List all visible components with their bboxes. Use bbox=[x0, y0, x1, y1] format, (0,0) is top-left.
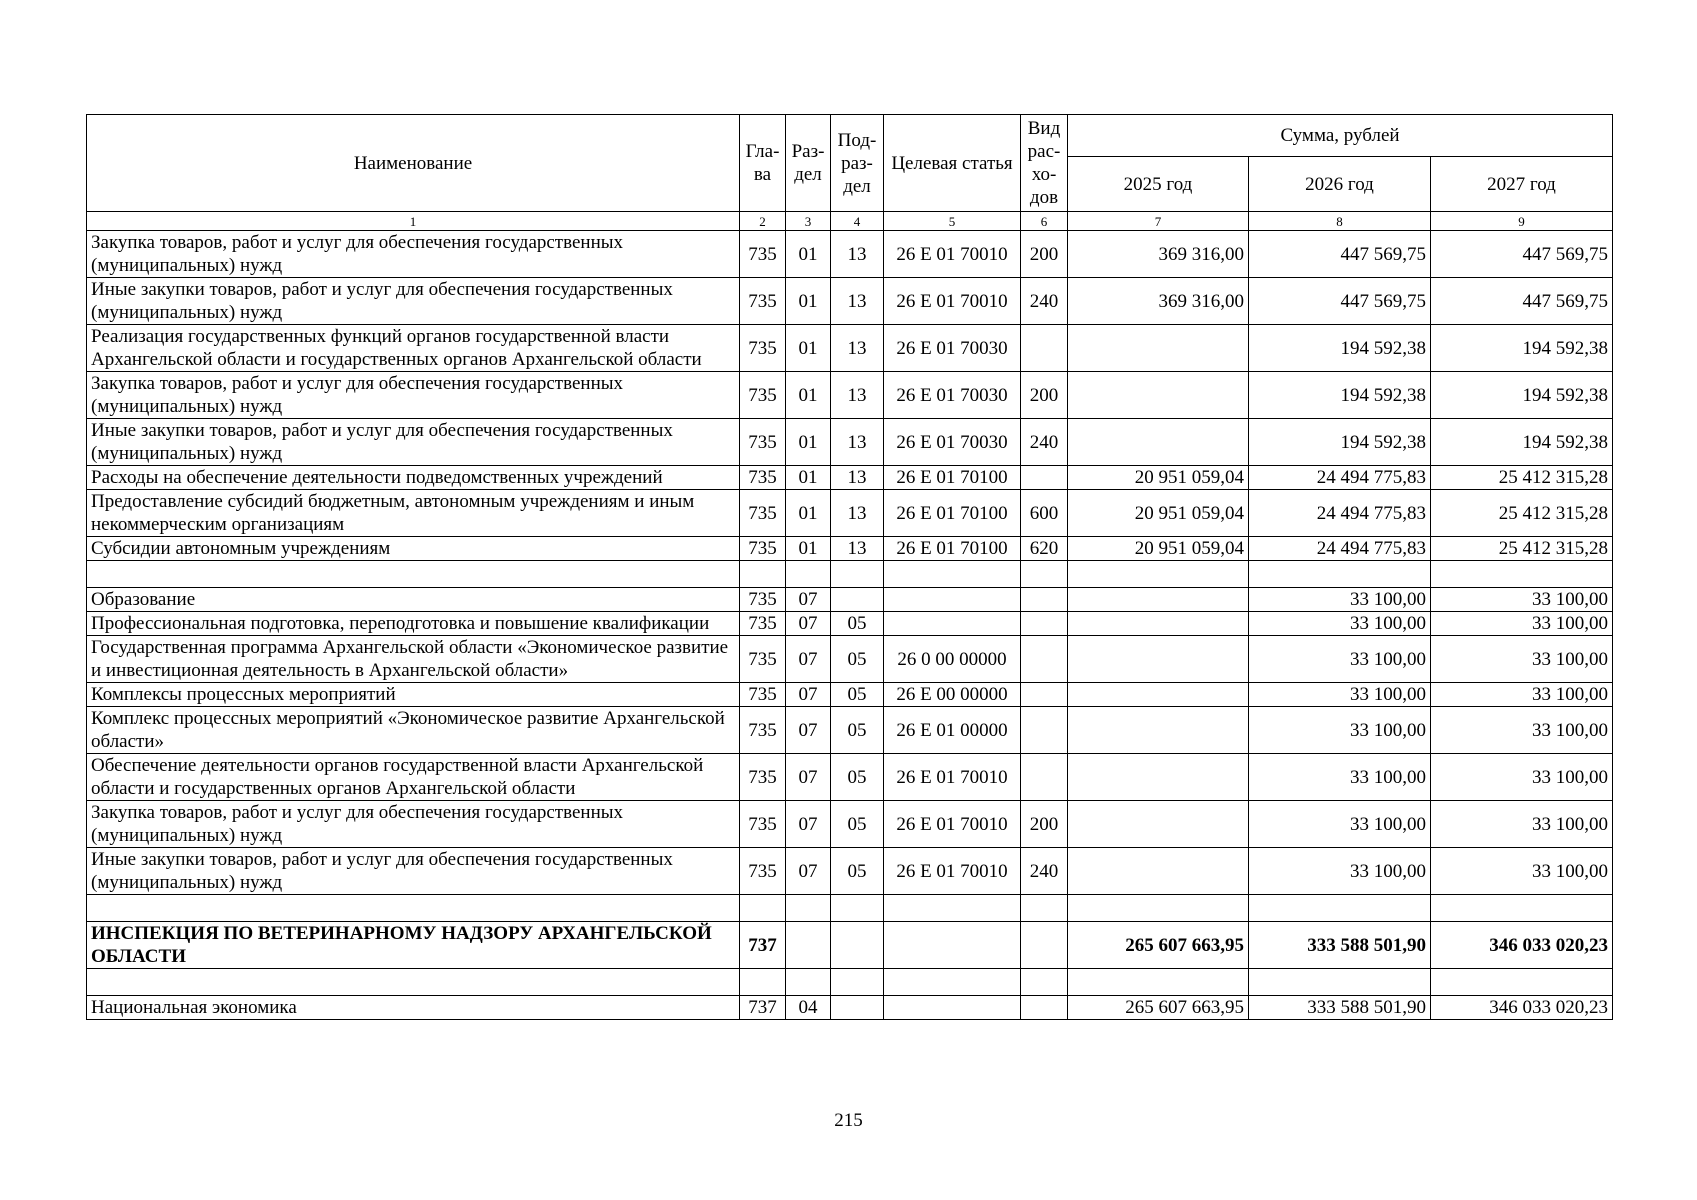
table-row bbox=[87, 490, 1613, 537]
row-vid-rashodov: 200 bbox=[1021, 372, 1068, 419]
row-tselevaya-statya: 26 Е 01 70030 bbox=[884, 372, 1021, 419]
row-amount-2025: 369 316,00 bbox=[1068, 231, 1249, 278]
row-tselevaya-statya bbox=[884, 922, 1021, 969]
row-amount-2026: 33 100,00 bbox=[1249, 801, 1431, 848]
row-glava bbox=[740, 561, 786, 588]
row-amount-2025: 20 951 059,04 bbox=[1068, 466, 1249, 490]
row-vid-rashodov bbox=[1021, 466, 1068, 490]
table-row bbox=[87, 372, 1613, 419]
row-glava: 735 bbox=[740, 231, 786, 278]
row-amount-2025 bbox=[1068, 612, 1249, 636]
row-podrazdel: 05 bbox=[831, 636, 884, 683]
row-tselevaya-statya: 26 Е 01 70100 bbox=[884, 466, 1021, 490]
row-podrazdel: 13 bbox=[831, 490, 884, 537]
row-razdel bbox=[786, 969, 831, 996]
row-name: Профессиональная подготовка, переподготовка и повышение квалификации bbox=[87, 612, 740, 636]
row-podrazdel: 13 bbox=[831, 537, 884, 561]
header-vid-rashodov: Вид рас-хо-дов bbox=[1021, 115, 1068, 212]
row-tselevaya-statya bbox=[884, 612, 1021, 636]
table-row bbox=[87, 419, 1613, 466]
row-razdel: 01 bbox=[786, 372, 831, 419]
row-glava: 737 bbox=[740, 996, 786, 1020]
table-row bbox=[87, 754, 1613, 801]
row-tselevaya-statya bbox=[884, 895, 1021, 922]
row-name: Национальная экономика bbox=[87, 996, 740, 1020]
row-razdel: 07 bbox=[786, 707, 831, 754]
row-amount-2025 bbox=[1068, 561, 1249, 588]
row-podrazdel: 13 bbox=[831, 325, 884, 372]
row-name: Реализация государственных функций органов государственной власти Архангельской области и государственных органов Архангельской области bbox=[87, 325, 740, 372]
row-vid-rashodov bbox=[1021, 922, 1068, 969]
table-row bbox=[87, 996, 1613, 1020]
row-amount-2027 bbox=[1431, 895, 1613, 922]
table-row bbox=[87, 636, 1613, 683]
row-vid-rashodov bbox=[1021, 325, 1068, 372]
row-name: Комплекс процессных мероприятий «Экономическое развитие Архангельской области» bbox=[87, 707, 740, 754]
header-razdel: Раз-дел bbox=[786, 115, 831, 212]
row-razdel: 01 bbox=[786, 325, 831, 372]
row-name: Субсидии автономным учреждениям bbox=[87, 537, 740, 561]
blank-row bbox=[87, 895, 1613, 922]
row-amount-2027: 33 100,00 bbox=[1431, 588, 1613, 612]
row-tselevaya-statya: 26 Е 01 70010 bbox=[884, 231, 1021, 278]
row-amount-2025 bbox=[1068, 801, 1249, 848]
row-amount-2026: 333 588 501,90 bbox=[1249, 996, 1431, 1020]
row-amount-2026 bbox=[1249, 969, 1431, 996]
row-glava: 735 bbox=[740, 466, 786, 490]
row-podrazdel bbox=[831, 996, 884, 1020]
row-vid-rashodov: 620 bbox=[1021, 537, 1068, 561]
row-name: ИНСПЕКЦИЯ ПО ВЕТЕРИНАРНОМУ НАДЗОРУ АРХАНГЕЛЬСКОЙ ОБЛАСТИ bbox=[87, 922, 740, 969]
row-glava: 735 bbox=[740, 325, 786, 372]
table-body bbox=[87, 231, 1613, 1020]
table-row bbox=[87, 801, 1613, 848]
column-number-row bbox=[87, 212, 1613, 231]
row-razdel: 04 bbox=[786, 996, 831, 1020]
table-row bbox=[87, 278, 1613, 325]
row-amount-2027 bbox=[1431, 969, 1613, 996]
row-vid-rashodov bbox=[1021, 561, 1068, 588]
row-vid-rashodov: 240 bbox=[1021, 419, 1068, 466]
row-podrazdel bbox=[831, 895, 884, 922]
row-amount-2027: 447 569,75 bbox=[1431, 278, 1613, 325]
row-podrazdel: 05 bbox=[831, 707, 884, 754]
row-vid-rashodov: 240 bbox=[1021, 278, 1068, 325]
column-number: 7 bbox=[1068, 212, 1249, 231]
row-amount-2027: 447 569,75 bbox=[1431, 231, 1613, 278]
row-amount-2025 bbox=[1068, 683, 1249, 707]
table-row bbox=[87, 612, 1613, 636]
row-razdel bbox=[786, 561, 831, 588]
header-glava: Гла-ва bbox=[740, 115, 786, 212]
row-tselevaya-statya: 26 Е 01 70010 bbox=[884, 278, 1021, 325]
row-amount-2026: 33 100,00 bbox=[1249, 612, 1431, 636]
row-name: Иные закупки товаров, работ и услуг для обеспечения государственных (муниципальных) нужд bbox=[87, 278, 740, 325]
row-amount-2026: 33 100,00 bbox=[1249, 588, 1431, 612]
row-amount-2026 bbox=[1249, 895, 1431, 922]
row-tselevaya-statya: 26 Е 01 70010 bbox=[884, 848, 1021, 895]
row-amount-2025: 20 951 059,04 bbox=[1068, 537, 1249, 561]
row-amount-2025 bbox=[1068, 419, 1249, 466]
row-glava: 735 bbox=[740, 754, 786, 801]
column-number: 6 bbox=[1021, 212, 1068, 231]
row-tselevaya-statya bbox=[884, 996, 1021, 1020]
row-glava: 735 bbox=[740, 278, 786, 325]
row-podrazdel: 05 bbox=[831, 683, 884, 707]
row-name: Обеспечение деятельности органов государственной власти Архангельской области и государственных органов Архангельской области bbox=[87, 754, 740, 801]
row-razdel: 07 bbox=[786, 683, 831, 707]
column-number: 5 bbox=[884, 212, 1021, 231]
row-amount-2025: 265 607 663,95 bbox=[1068, 996, 1249, 1020]
row-amount-2027 bbox=[1431, 561, 1613, 588]
row-vid-rashodov bbox=[1021, 754, 1068, 801]
row-vid-rashodov bbox=[1021, 996, 1068, 1020]
row-amount-2027: 33 100,00 bbox=[1431, 612, 1613, 636]
header-year-2027: 2027 год bbox=[1431, 157, 1613, 212]
row-podrazdel: 13 bbox=[831, 466, 884, 490]
row-tselevaya-statya: 26 Е 01 00000 bbox=[884, 707, 1021, 754]
row-amount-2025: 369 316,00 bbox=[1068, 278, 1249, 325]
header-podrazdel: Под-раз-дел bbox=[831, 115, 884, 212]
row-amount-2027: 33 100,00 bbox=[1431, 848, 1613, 895]
row-amount-2025: 20 951 059,04 bbox=[1068, 490, 1249, 537]
row-podrazdel: 13 bbox=[831, 419, 884, 466]
row-glava: 735 bbox=[740, 801, 786, 848]
table-row bbox=[87, 537, 1613, 561]
row-amount-2026: 24 494 775,83 bbox=[1249, 537, 1431, 561]
page-number: 215 bbox=[834, 1110, 863, 1131]
row-razdel: 01 bbox=[786, 466, 831, 490]
table-row bbox=[87, 325, 1613, 372]
table-header bbox=[87, 115, 1613, 231]
row-razdel: 01 bbox=[786, 278, 831, 325]
row-amount-2025 bbox=[1068, 588, 1249, 612]
row-name bbox=[87, 561, 740, 588]
table-row bbox=[87, 588, 1613, 612]
column-number: 1 bbox=[87, 212, 740, 231]
row-glava: 735 bbox=[740, 419, 786, 466]
row-amount-2025 bbox=[1068, 754, 1249, 801]
row-amount-2027: 25 412 315,28 bbox=[1431, 537, 1613, 561]
row-amount-2025 bbox=[1068, 372, 1249, 419]
row-tselevaya-statya: 26 0 00 00000 bbox=[884, 636, 1021, 683]
row-razdel: 07 bbox=[786, 754, 831, 801]
row-name: Комплексы процессных мероприятий bbox=[87, 683, 740, 707]
row-podrazdel bbox=[831, 561, 884, 588]
row-vid-rashodov bbox=[1021, 969, 1068, 996]
row-glava bbox=[740, 895, 786, 922]
row-razdel: 07 bbox=[786, 848, 831, 895]
row-vid-rashodov bbox=[1021, 636, 1068, 683]
row-tselevaya-statya bbox=[884, 561, 1021, 588]
row-amount-2026: 447 569,75 bbox=[1249, 231, 1431, 278]
row-amount-2026: 447 569,75 bbox=[1249, 278, 1431, 325]
row-name: Образование bbox=[87, 588, 740, 612]
header-year-2026: 2026 год bbox=[1249, 157, 1431, 212]
row-name: Закупка товаров, работ и услуг для обеспечения государственных (муниципальных) нужд bbox=[87, 231, 740, 278]
row-amount-2025 bbox=[1068, 325, 1249, 372]
row-amount-2026: 24 494 775,83 bbox=[1249, 490, 1431, 537]
row-vid-rashodov bbox=[1021, 588, 1068, 612]
column-number: 9 bbox=[1431, 212, 1613, 231]
row-vid-rashodov: 200 bbox=[1021, 231, 1068, 278]
header-name: Наименование bbox=[87, 115, 740, 212]
row-razdel: 01 bbox=[786, 419, 831, 466]
row-razdel bbox=[786, 895, 831, 922]
row-vid-rashodov: 200 bbox=[1021, 801, 1068, 848]
column-number: 8 bbox=[1249, 212, 1431, 231]
row-amount-2025: 265 607 663,95 bbox=[1068, 922, 1249, 969]
row-podrazdel: 13 bbox=[831, 278, 884, 325]
row-glava: 735 bbox=[740, 588, 786, 612]
row-amount-2027: 33 100,00 bbox=[1431, 801, 1613, 848]
row-amount-2025 bbox=[1068, 969, 1249, 996]
row-vid-rashodov: 240 bbox=[1021, 848, 1068, 895]
row-razdel: 01 bbox=[786, 537, 831, 561]
row-glava: 735 bbox=[740, 848, 786, 895]
row-amount-2026: 194 592,38 bbox=[1249, 419, 1431, 466]
row-glava: 735 bbox=[740, 490, 786, 537]
row-amount-2027: 194 592,38 bbox=[1431, 325, 1613, 372]
row-amount-2026: 33 100,00 bbox=[1249, 754, 1431, 801]
table-row bbox=[87, 231, 1613, 278]
row-amount-2026: 33 100,00 bbox=[1249, 848, 1431, 895]
row-razdel: 07 bbox=[786, 612, 831, 636]
row-tselevaya-statya: 26 Е 01 70100 bbox=[884, 537, 1021, 561]
row-podrazdel: 05 bbox=[831, 754, 884, 801]
row-name: Закупка товаров, работ и услуг для обеспечения государственных (муниципальных) нужд bbox=[87, 372, 740, 419]
column-number: 2 bbox=[740, 212, 786, 231]
row-podrazdel: 05 bbox=[831, 801, 884, 848]
row-podrazdel: 05 bbox=[831, 848, 884, 895]
row-amount-2027: 33 100,00 bbox=[1431, 707, 1613, 754]
blank-row bbox=[87, 561, 1613, 588]
row-podrazdel bbox=[831, 922, 884, 969]
header-tselevaya-statya: Целевая статья bbox=[884, 115, 1021, 212]
row-tselevaya-statya bbox=[884, 588, 1021, 612]
row-podrazdel: 13 bbox=[831, 231, 884, 278]
row-razdel: 01 bbox=[786, 490, 831, 537]
row-amount-2026: 333 588 501,90 bbox=[1249, 922, 1431, 969]
row-razdel: 01 bbox=[786, 231, 831, 278]
row-razdel bbox=[786, 922, 831, 969]
row-vid-rashodov bbox=[1021, 683, 1068, 707]
row-podrazdel: 05 bbox=[831, 612, 884, 636]
blank-row bbox=[87, 969, 1613, 996]
table-row bbox=[87, 683, 1613, 707]
row-amount-2026: 24 494 775,83 bbox=[1249, 466, 1431, 490]
row-vid-rashodov bbox=[1021, 895, 1068, 922]
row-amount-2027: 25 412 315,28 bbox=[1431, 466, 1613, 490]
row-razdel: 07 bbox=[786, 636, 831, 683]
row-amount-2025 bbox=[1068, 848, 1249, 895]
row-glava: 735 bbox=[740, 683, 786, 707]
row-amount-2026: 33 100,00 bbox=[1249, 707, 1431, 754]
row-name: Предоставление субсидий бюджетным, автономным учреждениям и иным некоммерческим организациям bbox=[87, 490, 740, 537]
table-row bbox=[87, 922, 1613, 969]
row-amount-2026: 33 100,00 bbox=[1249, 683, 1431, 707]
row-tselevaya-statya: 26 Е 00 00000 bbox=[884, 683, 1021, 707]
row-amount-2027: 194 592,38 bbox=[1431, 372, 1613, 419]
row-glava: 735 bbox=[740, 537, 786, 561]
column-number: 4 bbox=[831, 212, 884, 231]
row-glava: 735 bbox=[740, 372, 786, 419]
budget-table bbox=[86, 114, 1613, 1020]
row-amount-2027: 25 412 315,28 bbox=[1431, 490, 1613, 537]
row-vid-rashodov: 600 bbox=[1021, 490, 1068, 537]
row-tselevaya-statya: 26 Е 01 70010 bbox=[884, 754, 1021, 801]
row-glava: 735 bbox=[740, 612, 786, 636]
row-glava bbox=[740, 969, 786, 996]
header-summa: Сумма, рублей bbox=[1068, 115, 1613, 157]
row-amount-2026: 33 100,00 bbox=[1249, 636, 1431, 683]
row-tselevaya-statya: 26 Е 01 70010 bbox=[884, 801, 1021, 848]
row-amount-2027: 33 100,00 bbox=[1431, 754, 1613, 801]
row-amount-2026: 194 592,38 bbox=[1249, 372, 1431, 419]
row-glava: 735 bbox=[740, 707, 786, 754]
row-glava: 737 bbox=[740, 922, 786, 969]
table-row bbox=[87, 707, 1613, 754]
row-podrazdel bbox=[831, 969, 884, 996]
row-name bbox=[87, 969, 740, 996]
row-podrazdel: 13 bbox=[831, 372, 884, 419]
row-razdel: 07 bbox=[786, 588, 831, 612]
row-podrazdel bbox=[831, 588, 884, 612]
row-tselevaya-statya: 26 Е 01 70100 bbox=[884, 490, 1021, 537]
row-tselevaya-statya: 26 Е 01 70030 bbox=[884, 325, 1021, 372]
row-amount-2026 bbox=[1249, 561, 1431, 588]
row-amount-2027: 346 033 020,23 bbox=[1431, 922, 1613, 969]
row-amount-2027: 346 033 020,23 bbox=[1431, 996, 1613, 1020]
row-amount-2027: 33 100,00 bbox=[1431, 683, 1613, 707]
row-amount-2025 bbox=[1068, 636, 1249, 683]
row-amount-2025 bbox=[1068, 707, 1249, 754]
row-name: Закупка товаров, работ и услуг для обеспечения государственных (муниципальных) нужд bbox=[87, 801, 740, 848]
row-name: Иные закупки товаров, работ и услуг для обеспечения государственных (муниципальных) нужд bbox=[87, 848, 740, 895]
row-razdel: 07 bbox=[786, 801, 831, 848]
row-amount-2025 bbox=[1068, 895, 1249, 922]
table-row bbox=[87, 466, 1613, 490]
row-vid-rashodov bbox=[1021, 707, 1068, 754]
row-tselevaya-statya: 26 Е 01 70030 bbox=[884, 419, 1021, 466]
row-name: Иные закупки товаров, работ и услуг для обеспечения государственных (муниципальных) нужд bbox=[87, 419, 740, 466]
row-tselevaya-statya bbox=[884, 969, 1021, 996]
column-number: 3 bbox=[786, 212, 831, 231]
header-year-2025: 2025 год bbox=[1068, 157, 1249, 212]
row-glava: 735 bbox=[740, 636, 786, 683]
row-vid-rashodov bbox=[1021, 612, 1068, 636]
row-name bbox=[87, 895, 740, 922]
row-name: Расходы на обеспечение деятельности подведомственных учреждений bbox=[87, 466, 740, 490]
row-amount-2027: 194 592,38 bbox=[1431, 419, 1613, 466]
table-row bbox=[87, 848, 1613, 895]
row-amount-2026: 194 592,38 bbox=[1249, 325, 1431, 372]
row-name: Государственная программа Архангельской области «Экономическое развитие и инвестиционная деятельность в Архангельской области» bbox=[87, 636, 740, 683]
row-amount-2027: 33 100,00 bbox=[1431, 636, 1613, 683]
